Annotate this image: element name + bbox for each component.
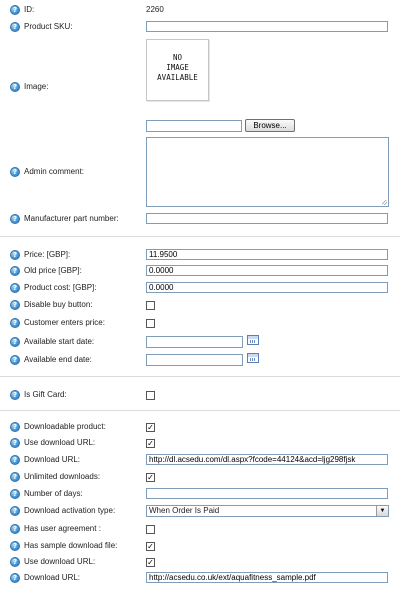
help-icon[interactable] [10,22,20,32]
number-of-days-input[interactable] [146,488,388,499]
calendar-icon[interactable] [247,335,259,345]
admin-comment-textarea[interactable] [146,137,389,207]
product-cost-label: Product cost: [GBP]: [24,283,97,292]
browse-button[interactable]: Browse... [245,119,295,132]
id-value: 2260 [146,5,164,14]
help-icon[interactable] [10,337,20,347]
product-cost-input[interactable]: 0.0000 [146,282,388,293]
unlimited-downloads-checkbox[interactable]: ✓ [147,473,154,482]
no-image-line: NO [172,53,183,62]
help-icon[interactable] [10,5,20,15]
id-label: ID: [24,5,35,14]
use-download-url-checkbox[interactable]: ✓ [147,439,154,448]
help-icon[interactable] [10,167,20,177]
price-input[interactable]: 11.9500 [146,249,388,260]
sample-download-url-input[interactable]: http://acsedu.co.uk/ext/aquafitness_sample.pdf [146,572,388,583]
manufacturer-part-number-input[interactable] [146,213,388,224]
no-image-line: IMAGE [166,63,189,72]
download-url-label: Download URL: [24,455,81,464]
help-icon[interactable] [10,455,20,465]
image-file-input[interactable] [146,120,242,132]
help-icon[interactable] [10,541,20,551]
available-start-date-label: Available start date: [24,337,95,346]
unlimited-downloads-label: Unlimited downloads: [24,472,101,481]
has-sample-download-file-checkbox[interactable]: ✓ [147,542,154,551]
calendar-icon[interactable] [247,353,259,363]
use-sample-download-url-checkbox[interactable]: ✓ [147,558,154,567]
is-gift-card-label: Is Gift Card: [24,390,67,399]
chevron-down-icon[interactable]: ▼ [376,506,388,516]
help-icon[interactable] [10,489,20,499]
has-user-agreement-checkbox[interactable] [146,525,155,534]
no-image-line: AVAILABLE [157,73,198,82]
help-icon[interactable] [10,506,20,516]
section-divider [0,410,400,411]
admin-comment-label: Admin comment: [24,167,85,176]
manufacturer-part-number-label: Manufacturer part number: [24,214,119,223]
help-icon[interactable] [10,355,20,365]
disable-buy-button-label: Disable buy button: [24,300,93,309]
section-divider [0,236,400,237]
help-icon[interactable] [10,524,20,534]
help-icon[interactable] [10,283,20,293]
help-icon[interactable] [10,472,20,482]
customer-enters-price-label: Customer enters price: [24,318,105,327]
help-icon[interactable] [10,266,20,276]
download-activation-type-selected: When Order Is Paid [149,506,220,515]
available-end-date-input[interactable] [146,354,243,366]
has-sample-download-file-label: Has sample download file: [24,541,118,550]
customer-enters-price-checkbox[interactable] [146,319,155,328]
available-start-date-input[interactable] [146,336,243,348]
downloadable-product-checkbox[interactable]: ✓ [147,423,154,432]
product-sku-input[interactable] [146,21,388,32]
help-icon[interactable] [10,557,20,567]
download-activation-type-select[interactable] [146,505,389,517]
image-label: Image: [24,82,49,91]
help-icon[interactable] [10,250,20,260]
help-icon[interactable] [10,300,20,310]
old-price-input[interactable]: 0.0000 [146,265,388,276]
help-icon[interactable] [10,82,20,92]
download-url-input[interactable]: http://dl.acsedu.com/dl.aspx?fcode=44124&acd=ljg298fjsk [146,454,388,465]
help-icon[interactable] [10,214,20,224]
is-gift-card-checkbox[interactable] [146,391,155,400]
help-icon[interactable] [10,318,20,328]
sample-download-url-label: Download URL: [24,573,81,582]
disable-buy-button-checkbox[interactable] [146,301,155,310]
has-user-agreement-label: Has user agreement : [24,524,101,533]
downloadable-product-label: Downloadable product: [24,422,106,431]
use-download-url-label: Use download URL: [24,438,96,447]
help-icon[interactable] [10,438,20,448]
price-label: Price: [GBP]: [24,250,71,259]
section-divider [0,376,400,377]
no-image-placeholder [146,39,209,101]
help-icon[interactable] [10,390,20,400]
product-sku-label: Product SKU: [24,22,73,31]
download-activation-type-label: Download activation type: [24,506,116,515]
available-end-date-label: Available end date: [24,355,92,364]
help-icon[interactable] [10,573,20,583]
old-price-label: Old price [GBP]: [24,266,82,275]
use-sample-download-url-label: Use download URL: [24,557,96,566]
number-of-days-label: Number of days: [24,489,83,498]
help-icon[interactable] [10,422,20,432]
